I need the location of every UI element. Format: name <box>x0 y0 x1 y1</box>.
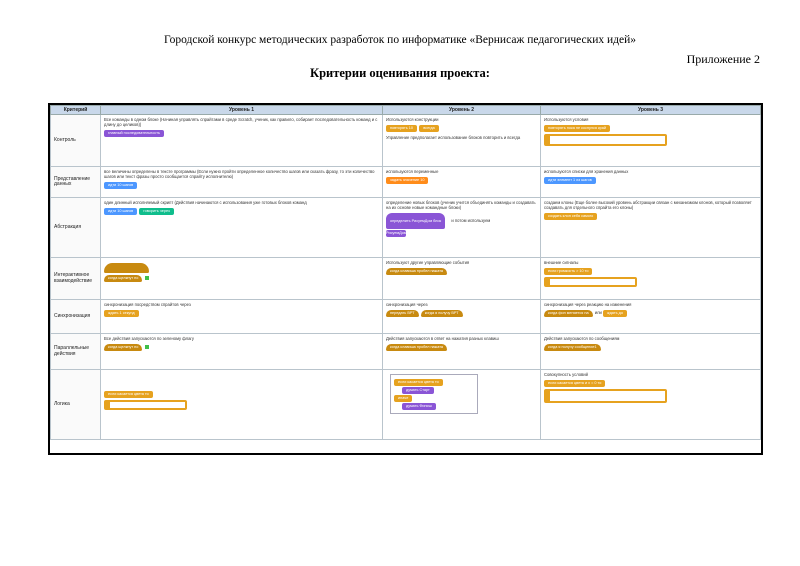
c-block-shape <box>544 277 637 287</box>
scratch-block: если касается цвета то <box>104 391 153 398</box>
c-block-shape <box>544 134 667 146</box>
level-text: синхронизация посредством спрайтов через <box>104 302 191 307</box>
level-1-cell <box>101 167 383 198</box>
level-text: синхронизация через <box>386 302 428 307</box>
level-1-cell <box>101 198 383 258</box>
level-3-cell <box>541 258 761 300</box>
level-2-cell <box>383 167 541 198</box>
col-header-level-2: Уровень 2 <box>383 106 541 115</box>
table-row <box>51 167 761 198</box>
col-header-level-3: Уровень 3 <box>541 106 761 115</box>
scratch-block: всегда <box>419 125 439 132</box>
level-1-cell <box>101 258 383 300</box>
level-2-cell <box>383 115 541 167</box>
or-label: или <box>594 310 602 316</box>
scratch-block: иначе <box>394 395 412 402</box>
scratch-block: задать значение 10 <box>386 177 428 184</box>
scratch-block: когда я получу ВРТ <box>421 310 463 317</box>
table-row <box>51 115 761 167</box>
scratch-block: если касается цвета то <box>394 379 443 386</box>
level-text: используются списки для хранения данных <box>544 169 629 174</box>
level-text: Все команды в одном блоке (Начиная управлять спрайтами в среде Scratch, ученик, как правило, собирает последовательность команд и с длину до целиков)) <box>104 117 378 128</box>
level-1-cell <box>101 115 383 167</box>
level-2-cell <box>383 258 541 300</box>
level-text: определение новых блоков (ученик учится объединять команды и создавать на их основе новые командные блоки) <box>386 200 536 211</box>
level-1-cell <box>101 334 383 370</box>
green-flag-icon <box>145 345 149 349</box>
scratch-block: когда фон меняется на <box>544 310 593 317</box>
level-1-cell <box>101 370 383 440</box>
scratch-block: если громкость > 10 то <box>544 268 592 275</box>
criterion-cell: Представление данных <box>51 167 101 198</box>
c-block-shape <box>544 389 667 403</box>
level-1-cell <box>101 300 383 334</box>
level-2-cell <box>383 300 541 334</box>
scratch-block: идти 10 шагов <box>104 208 137 215</box>
scratch-block: когда я получу сообщение1 <box>544 344 601 351</box>
level-3-cell <box>541 370 761 440</box>
scratch-block: создать клон себя самого <box>544 213 597 220</box>
level-2-cell <box>383 370 541 440</box>
level-text: синхронизация через реакцию на изменения <box>544 302 632 307</box>
scratch-block: повторять пока не коснулся край <box>544 125 610 132</box>
col-header-criterion: Критерий <box>51 106 101 115</box>
scratch-block: ждать до <box>603 310 627 317</box>
level-text: Используют другие управляющие события <box>386 260 470 265</box>
scratch-block: ждать 1 секунд <box>104 310 139 317</box>
scratch-block: думать Старт <box>402 387 434 394</box>
level-text: все величины определены в тексте программы (Если нужно пройти определенное количество шагов или сказать фразу, то эти количество шагов или текст фразы просто сообщается спрайту исполнителю) <box>104 169 375 180</box>
table-row <box>51 300 761 334</box>
scratch-block: определить РисуемДом блок <box>386 213 445 229</box>
level-text: один длинный исполняемый скрипт (Действия начинаются с использования уже готовых блоков команд <box>104 200 307 205</box>
criterion-cell: Контроль <box>51 115 101 167</box>
scratch-block: если касается цвета и х = 0 то <box>544 380 605 387</box>
scratch-block: идти элемент 1 из шагов <box>544 177 596 184</box>
table-row <box>51 334 761 370</box>
level-2-cell <box>383 198 541 258</box>
scratch-block: говорить через <box>139 208 173 215</box>
criterion-cell: Логика <box>51 370 101 440</box>
scratch-block: главный последовательность <box>104 130 164 137</box>
table-row <box>51 258 761 300</box>
scratch-block: РисуемДом <box>386 231 407 236</box>
scratch-block: повторять 10 <box>386 125 417 132</box>
level-3-cell <box>541 198 761 258</box>
scratch-block: когда щелкнут по <box>104 275 142 282</box>
level-text: Используются конструкции <box>386 117 439 122</box>
if-else-example <box>390 374 478 414</box>
level-text: Действия запускаются в ответ на нажатия разных клавиш <box>386 336 499 341</box>
criterion-cell: Интерактивное взаимодействие <box>51 258 101 300</box>
level-text: Все действия запускаются по зеленому флагу <box>104 336 195 341</box>
scratch-block: когда клавиша пробел нажата <box>386 344 447 351</box>
c-block-shape <box>104 400 187 410</box>
level-3-cell <box>541 300 761 334</box>
col-header-level-1: Уровень 1 <box>101 106 383 115</box>
criterion-cell: Синхронизация <box>51 300 101 334</box>
criteria-sheet <box>48 103 763 455</box>
scratch-block: думать Финиш <box>402 403 436 410</box>
level-2-cell <box>383 334 541 370</box>
scratch-block: передать ВРТ <box>386 310 419 317</box>
contest-header: Городской конкурс методических разработок по информатике «Вернисаж педагогических идей» <box>163 34 637 46</box>
criterion-cell: Параллельные действия <box>51 334 101 370</box>
hat-block-shape <box>104 263 149 273</box>
table-header-row <box>51 106 761 115</box>
scratch-block: когда клавиша пробел нажата <box>386 268 447 275</box>
level-3-cell <box>541 334 761 370</box>
scratch-block: когда щелкнут по <box>104 344 142 351</box>
level-3-cell <box>541 115 761 167</box>
level-text: создаем клоны (Еще более высокий уровень абстракции связан с механизмом клонов, который позволяет создавать для отдельного спрайта его клоны) <box>544 200 752 211</box>
table-row <box>51 198 761 258</box>
level-note: Управление предполагает использование блоков повторить и всегда <box>386 135 521 141</box>
scratch-block: идти 10 шагов <box>104 182 137 189</box>
level-text: Совокупность условий <box>544 372 588 377</box>
level-note: и потом используем <box>451 218 491 224</box>
level-text: Действия запускаются по сообщениям <box>544 336 620 341</box>
criteria-table <box>50 105 761 440</box>
page-title: Критерии оценивания проекта: <box>310 66 490 80</box>
table-row <box>51 370 761 440</box>
level-text: внешние сигналы <box>544 260 579 265</box>
level-text: Используются условия <box>544 117 589 122</box>
green-flag-icon <box>145 276 149 280</box>
criterion-cell: Абстракция <box>51 198 101 258</box>
level-text: используются переменные <box>386 169 439 174</box>
appendix-label: Приложение 2 <box>686 52 760 66</box>
level-3-cell <box>541 167 761 198</box>
